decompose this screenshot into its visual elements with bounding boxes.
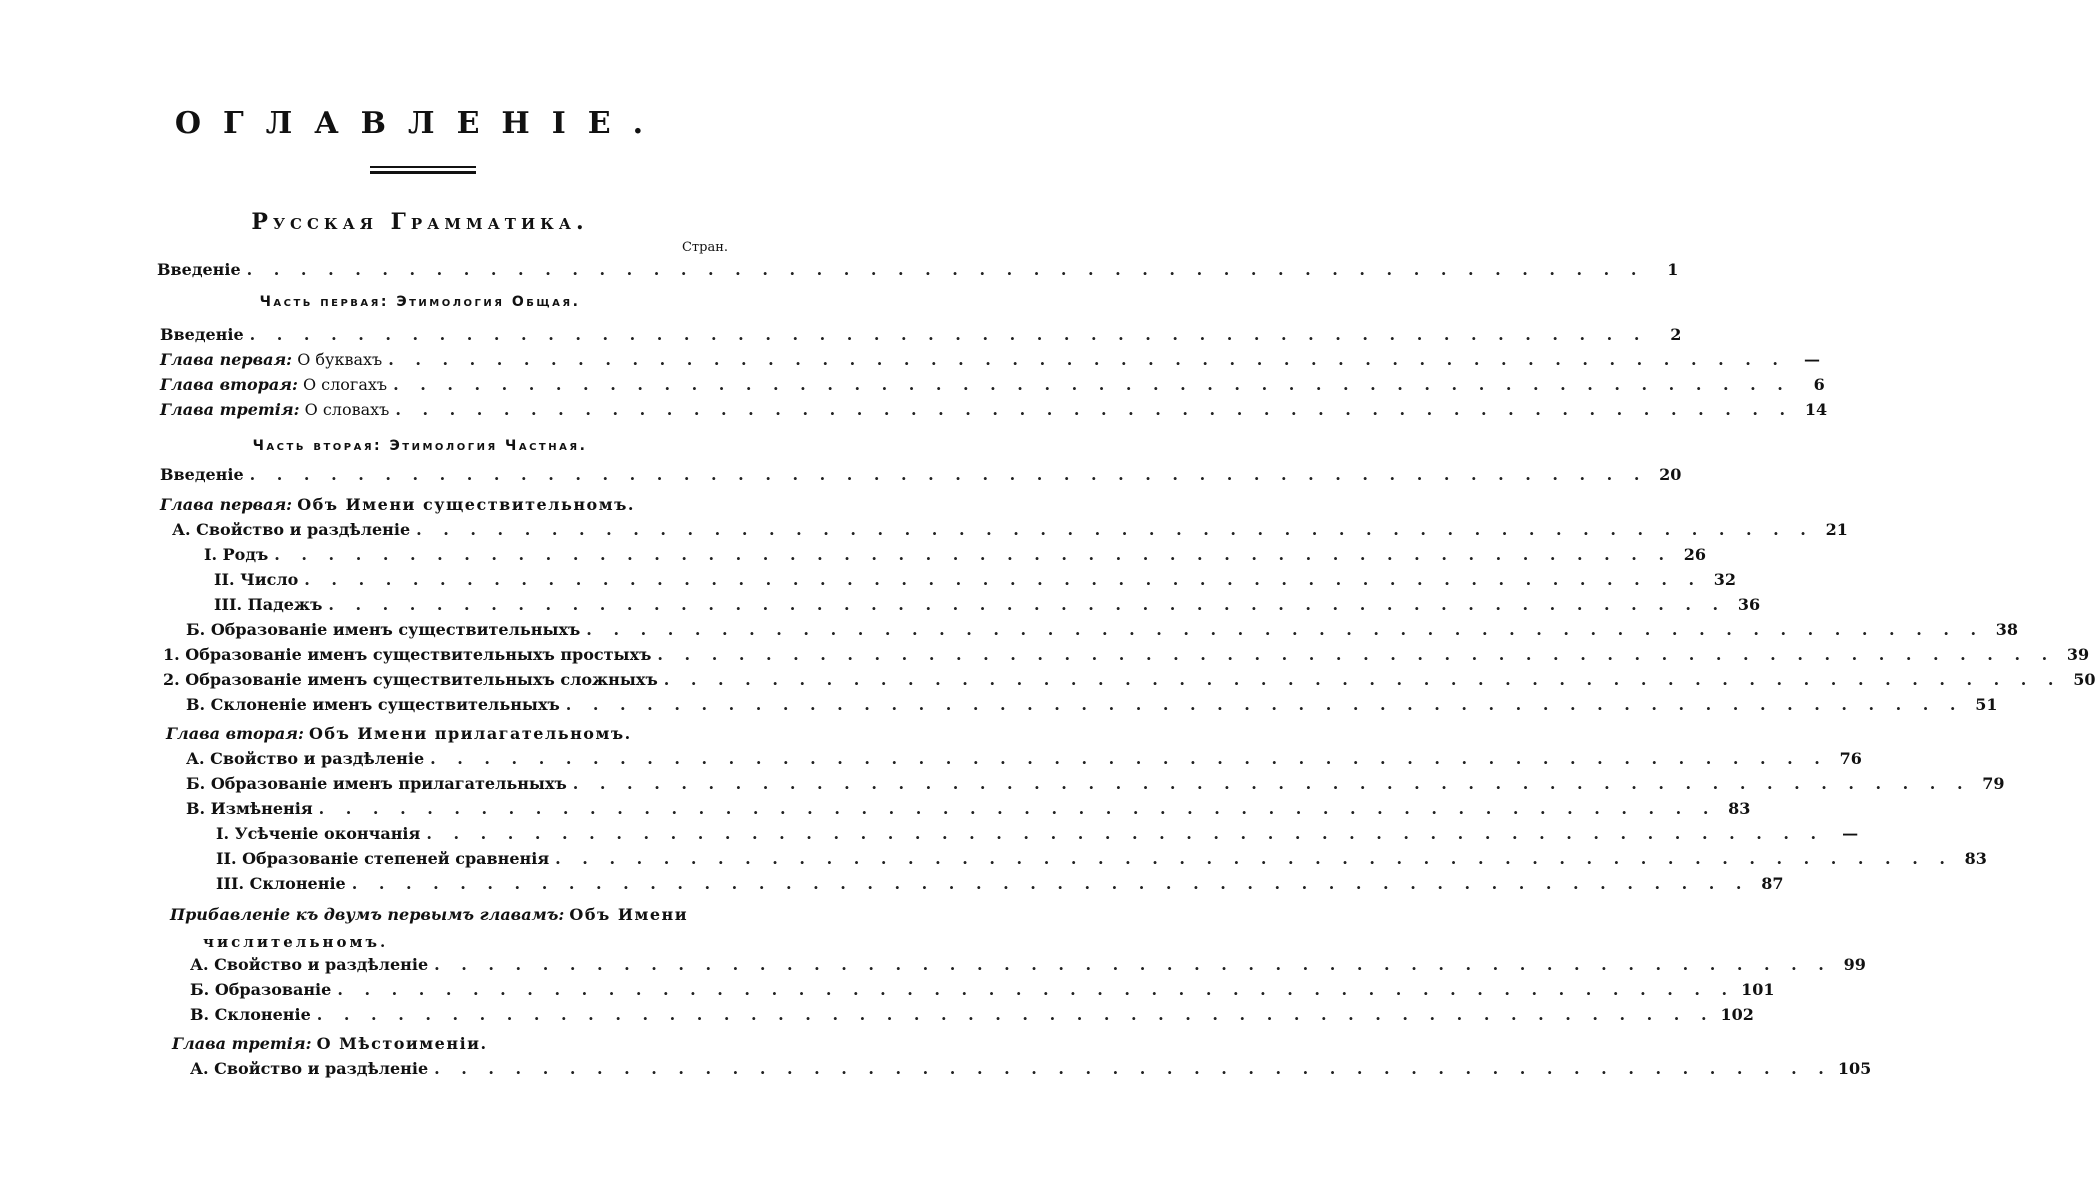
- leader-dots: . . . . . . . . . . . . . . . . . . . . . . . . . . . . . . . . . . . . . . . . . . . . . . . . . . . .: [316, 1005, 1715, 1024]
- toc-entry-label: Объ Имени прилагательномъ.: [308, 724, 632, 743]
- leader-dots: . . . . . . . . . . . . . . . . . . . . . . . . . . . . . . . . . . . . . . . . . . . . . . . . . . . .: [430, 749, 1828, 768]
- toc-entry-label: А. Свойство и раздѣленiе: [172, 520, 411, 539]
- toc-entry: [216, 847, 1987, 871]
- toc-entry: [160, 463, 1682, 487]
- toc-entry: [190, 953, 1866, 977]
- toc-entry-page: 79: [1982, 774, 2005, 793]
- chapter-prefix: Глава вторая:: [160, 375, 298, 394]
- chapter-prefix: Глава третiя:: [172, 1034, 312, 1053]
- toc-entry-label: Б. Образованiе именъ существительныхъ: [186, 620, 581, 639]
- leader-dots: . . . . . . . . . . . . . . . . . . . . . . . . . . . . . . . . . . . . . . . . . . . . . . . . . . . .: [249, 325, 1648, 344]
- toc-entry-label: Б. Образованiе: [190, 980, 332, 999]
- toc-entry: [216, 822, 1859, 846]
- toc-entry-page: 6: [1813, 375, 1825, 394]
- leader-dots: . . . . . . . . . . . . . . . . . . . . . . . . . . . . . . . . . . . . . . . . . . . . . . . . . . . .: [388, 350, 1786, 369]
- chapter-prefix: Глава третiя:: [160, 400, 300, 419]
- chapter-prefix: Глава первая:: [160, 350, 293, 369]
- title-rule-thin: [370, 166, 476, 168]
- toc-entry-label: В. Склоненiе: [190, 1005, 311, 1024]
- toc-entry-label-wrap: [172, 1032, 488, 1056]
- leader-dots: . . . . . . . . . . . . . . . . . . . . . . . . . . . . . . . . . . . . . . . . . . . . . . . . . . . .: [274, 545, 1673, 564]
- toc-entry-label: Введенiе: [160, 465, 244, 484]
- toc-entry-page: 83: [1964, 849, 1987, 868]
- chapter-heading: [166, 722, 710, 746]
- chapter-prefix: Глава вторая:: [166, 724, 304, 743]
- toc-entry-label-wrap: [166, 722, 632, 746]
- toc-entry-label: Объ Имени существительномъ.: [297, 495, 635, 514]
- leader-dots: . . . . . . . . . . . . . . . . . . . . . . . . . . . . . . . . . . . . . . . . . . . . . . . . . . . .: [351, 874, 1750, 893]
- toc-entry: [186, 693, 1998, 717]
- chapter-heading-continuation: числительномъ.: [203, 933, 389, 951]
- toc-entry-page: 20: [1659, 465, 1682, 484]
- toc-entry-label: 2. Образованiе именъ существительныхъ сложныхъ: [163, 670, 658, 689]
- leader-dots: . . . . . . . . . . . . . . . . . . . . . . . . . . . . . . . . . . . . . . . . . . . . . . . . . . . .: [657, 645, 2056, 664]
- page-title: ОГЛАВЛЕНIЕ.: [174, 106, 666, 141]
- toc-entry-page: —: [1803, 350, 1820, 369]
- toc-entry-label: О слогахъ: [302, 375, 388, 394]
- toc-entry-label: I. Родъ: [204, 545, 269, 564]
- chapter-heading: [172, 1032, 720, 1056]
- title-rule-thick: [370, 171, 476, 174]
- toc-entry-label: 1. Образованiе именъ существительныхъ простыхъ: [163, 645, 652, 664]
- toc-entry-label: Б. Образованiе именъ прилагательныхъ: [186, 774, 567, 793]
- leader-dots: . . . . . . . . . . . . . . . . . . . . . . . . . . . . . . . . . . . . . . . . . . . . . . . . . . . .: [416, 520, 1814, 539]
- toc-entry-page: 76: [1839, 749, 1862, 768]
- toc-entry: [190, 1003, 1754, 1027]
- leader-dots: . . . . . . . . . . . . . . . . . . . . . . . . . . . . . . . . . . . . . . . . . . . . . . . . . . . .: [434, 955, 1832, 974]
- toc-entry: [172, 518, 1848, 542]
- toc-entry-label-wrap: [160, 348, 382, 372]
- toc-entry-label: Введенiе: [157, 260, 241, 279]
- leader-dots: . . . . . . . . . . . . . . . . . . . . . . . . . . . . . . . . . . . . . . . . . . . . . . . . . . . .: [328, 595, 1727, 614]
- toc-entry-label: О буквахъ: [297, 350, 383, 369]
- toc-entry-page: 36: [1737, 595, 1761, 614]
- toc-entry: [160, 373, 1825, 397]
- chapter-prefix: Прибавленiе къ двумъ первымъ главамъ:: [170, 905, 565, 924]
- toc-entry: [163, 668, 2096, 692]
- toc-entry-label: II. Число: [214, 570, 299, 589]
- toc-entry-label: А. Свойство и раздѣленiе: [190, 955, 429, 974]
- toc-entry-page: 39: [2066, 645, 2090, 664]
- leader-dots: . . . . . . . . . . . . . . . . . . . . . . . . . . . . . . . . . . . . . . . . . . . . . . . . . . . .: [249, 465, 1648, 484]
- leader-dots: . . . . . . . . . . . . . . . . . . . . . . . . . . . . . . . . . . . . . . . . . . . . . . . . . . . .: [426, 824, 1825, 843]
- toc-entry-page: 99: [1843, 955, 1866, 974]
- toc-entry-label-wrap: [160, 493, 635, 517]
- leader-dots: . . . . . . . . . . . . . . . . . . . . . . . . . . . . . . . . . . . . . . . . . . . . . . . . . . . .: [572, 774, 1971, 793]
- toc-entry-page: 26: [1683, 545, 1707, 564]
- toc-entry-page: 101: [1741, 980, 1775, 999]
- toc-entry-page: 50: [2073, 670, 2096, 689]
- leader-dots: . . . . . . . . . . . . . . . . . . . . . . . . . . . . . . . . . . . . . . . . . . . . . . . . . . . .: [246, 260, 1645, 279]
- leader-dots: . . . . . . . . . . . . . . . . . . . . . . . . . . . . . . . . . . . . . . . . . . . . . . . . . . . .: [663, 670, 2062, 689]
- toc-entry: [186, 618, 2019, 642]
- toc-entry: [216, 872, 1784, 896]
- leader-dots: . . . . . . . . . . . . . . . . . . . . . . . . . . . . . . . . . . . . . . . . . . . . . . . . . . . .: [318, 799, 1717, 818]
- toc-entry-label: А. Свойство и раздѣленiе: [186, 749, 425, 768]
- leader-dots: . . . . . . . . . . . . . . . . . . . . . . . . . . . . . . . . . . . . . . . . . . . . . . . . . . . .: [555, 849, 1953, 868]
- toc-entry-page: 102: [1720, 1005, 1754, 1024]
- toc-entry-label: I. Усѣченiе окончанiя: [216, 824, 421, 843]
- toc-entry: [186, 747, 1862, 771]
- toc-entry-label: II. Образованiе степеней сравненiя: [216, 849, 550, 868]
- toc-entry-label: О Мѣстоименiи.: [316, 1034, 488, 1053]
- chapter-heading: [160, 493, 710, 517]
- toc-entry-page: 14: [1804, 400, 1828, 419]
- leader-dots: . . . . . . . . . . . . . . . . . . . . . . . . . . . . . . . . . . . . . . . . . . . . . . . . . . . .: [393, 375, 1791, 394]
- toc-entry-label-wrap: [160, 398, 389, 422]
- chapter-prefix: Глава первая:: [160, 495, 293, 514]
- toc-entry-label: Введенiе: [160, 325, 244, 344]
- toc-entry-label: III. Падежъ: [214, 595, 323, 614]
- toc-entry-page: 105: [1837, 1059, 1872, 1078]
- toc-entry: [190, 1057, 1872, 1081]
- toc-entry-page: 51: [1975, 695, 1998, 714]
- toc-entry: [160, 398, 1828, 422]
- toc-entry-label: III. Склоненiе: [216, 874, 346, 893]
- toc-entry-page: 38: [1995, 620, 2019, 639]
- toc-entry: [190, 978, 1775, 1002]
- leader-dots: . . . . . . . . . . . . . . . . . . . . . . . . . . . . . . . . . . . . . . . . . . . . . . . . . . . .: [395, 400, 1794, 419]
- section-heading-part-one: Часть первая: Этимология Общая.: [259, 294, 581, 310]
- toc-entry: [163, 643, 2090, 667]
- toc-entry: [186, 797, 1751, 821]
- toc-entry: [160, 348, 1820, 372]
- chapter-heading: [170, 903, 710, 927]
- toc-entry-label: А. Свойство и раздѣленiе: [190, 1059, 429, 1078]
- leader-dots: . . . . . . . . . . . . . . . . . . . . . . . . . . . . . . . . . . . . . . . . . . . . . . . . . . . .: [304, 570, 1703, 589]
- leader-dots: . . . . . . . . . . . . . . . . . . . . . . . . . . . . . . . . . . . . . . . . . . . . . . . . . . . .: [434, 1059, 1832, 1078]
- toc-entry-label-wrap: [170, 903, 688, 927]
- toc-entry-page: 2: [1670, 325, 1682, 344]
- toc-entry-page: 1: [1667, 260, 1679, 279]
- page-column-label: Стран.: [681, 240, 728, 255]
- toc-entry-page: 87: [1761, 874, 1784, 893]
- leader-dots: . . . . . . . . . . . . . . . . . . . . . . . . . . . . . . . . . . . . . . . . . . . . . . . . . . . .: [586, 620, 1985, 639]
- toc-entry: [157, 258, 1679, 282]
- section-heading-part-two: Часть вторая: Этимология Частная.: [252, 438, 588, 454]
- toc-entry-label: В. Измѣненiя: [186, 799, 313, 818]
- toc-entry-label: О словахъ: [304, 400, 390, 419]
- toc-entry-page: 83: [1728, 799, 1751, 818]
- toc-entry: [186, 772, 2005, 796]
- toc-entry: [204, 543, 1707, 567]
- toc-entry-label-wrap: [160, 373, 387, 397]
- toc-entry-label: В. Склоненiе именъ существительныхъ: [186, 695, 560, 714]
- toc-entry-page: —: [1842, 824, 1859, 843]
- toc-entry: [160, 323, 1682, 347]
- leader-dots: . . . . . . . . . . . . . . . . . . . . . . . . . . . . . . . . . . . . . . . . . . . . . . . . . . . .: [565, 695, 1964, 714]
- toc-entry-page: 21: [1825, 520, 1848, 539]
- toc-entry: [214, 568, 1737, 592]
- toc-entry: [214, 593, 1761, 617]
- toc-entry-label: Объ Имени: [569, 905, 689, 924]
- leader-dots: . . . . . . . . . . . . . . . . . . . . . . . . . . . . . . . . . . . . . . . . . . . . . . . . . . . .: [337, 980, 1736, 999]
- book-subtitle: Русская Грамматика.: [251, 209, 589, 235]
- toc-entry-page: 32: [1713, 570, 1737, 589]
